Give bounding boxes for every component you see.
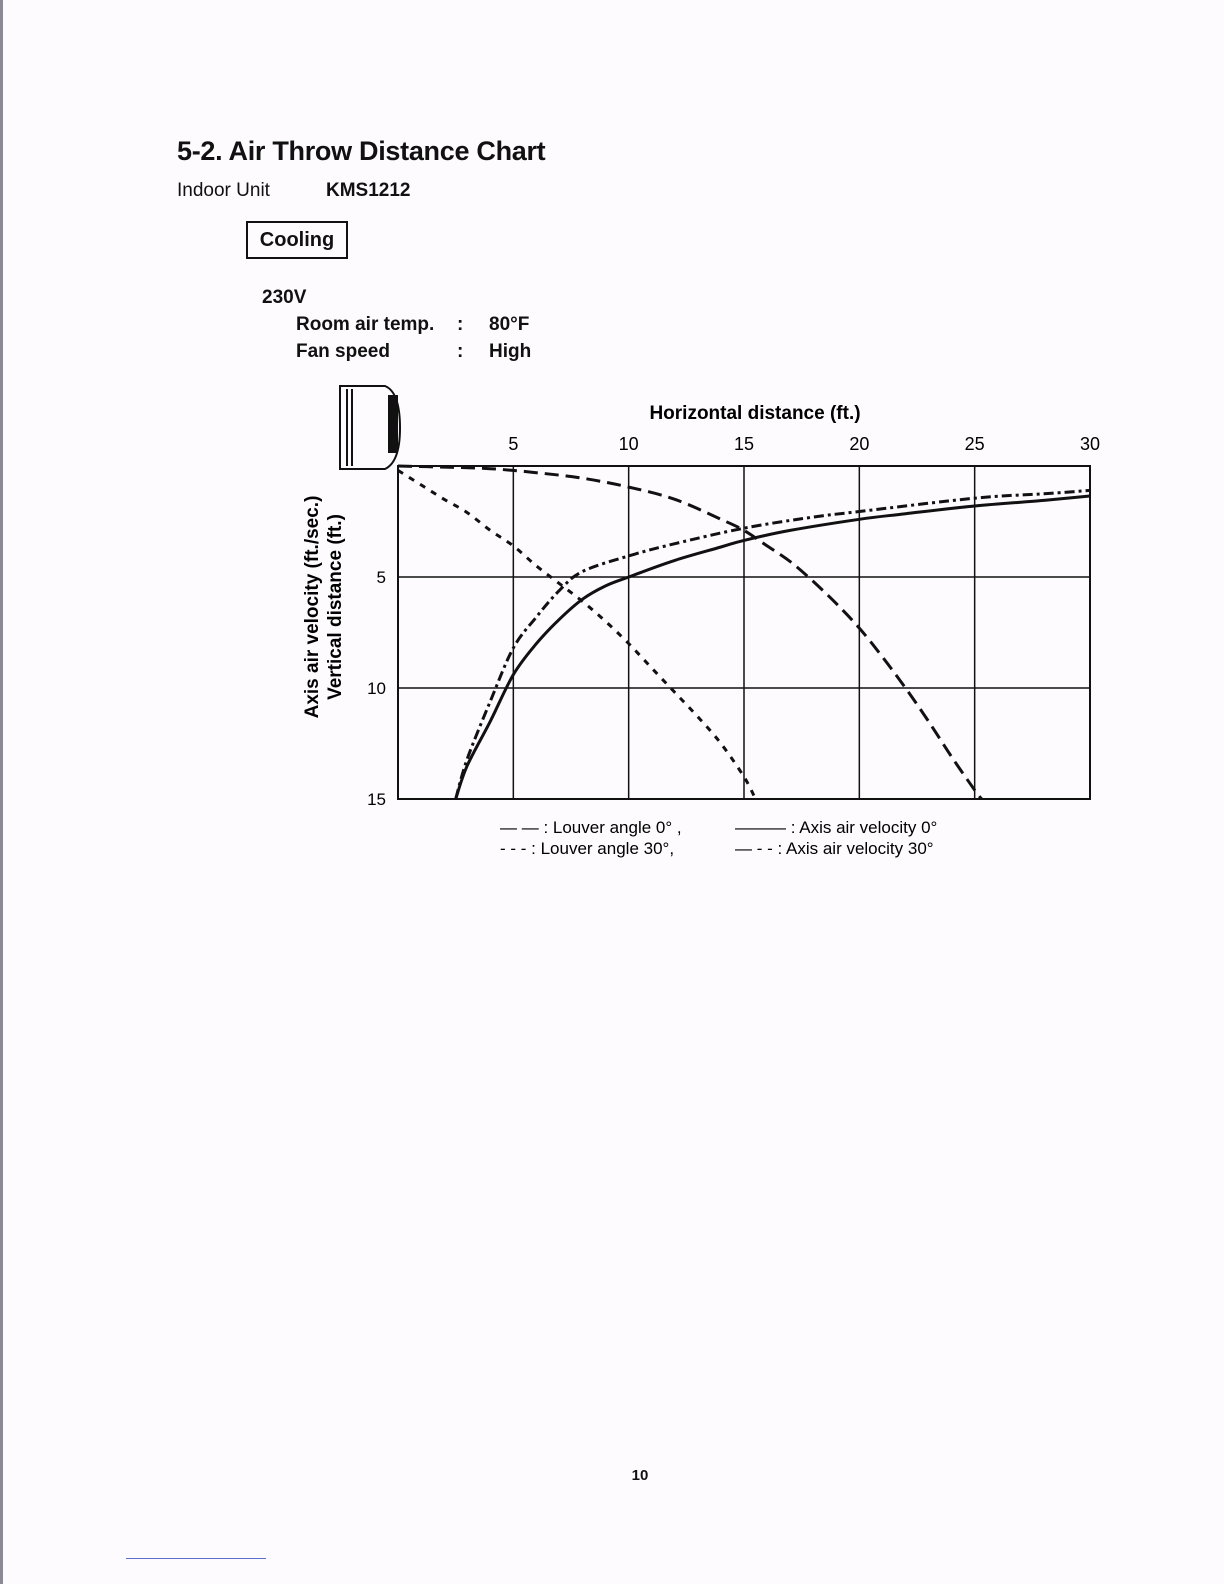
condition-value-room-temp: 80°F <box>489 314 530 335</box>
chart-ticks <box>367 434 1100 809</box>
chart-legend <box>500 818 937 858</box>
legend-entry: - - - : Louver angle 30°, <box>500 839 675 858</box>
footer-rule <box>126 1558 266 1559</box>
x-tick-label: 20 <box>849 434 870 454</box>
chart-grid <box>398 466 1090 799</box>
y-tick-label: 10 <box>367 679 386 698</box>
legend-entry: ——— : Axis air velocity 0° <box>735 818 938 837</box>
unit-model: KMS1212 <box>326 180 411 201</box>
x-tick-label: 15 <box>733 434 755 454</box>
condition-label-fan-speed: Fan speed <box>296 341 390 362</box>
indoor-unit-icon <box>340 386 400 469</box>
y-axis-title-inner: Vertical distance (ft.) <box>325 514 346 700</box>
x-tick-label: 10 <box>618 434 639 454</box>
condition-sep-room-temp: : <box>457 314 464 335</box>
page-title: 5-2. Air Throw Distance Chart <box>177 136 546 166</box>
y-tick-label: 15 <box>367 790 386 809</box>
x-tick-label: 30 <box>1079 434 1101 454</box>
y-axis-title-outer: Axis air velocity (ft./sec.) <box>302 495 323 719</box>
x-axis-title: Horizontal distance (ft.) <box>649 403 861 424</box>
series-louver-angle-30 <box>398 470 756 799</box>
series-axis-air-velocity-0 <box>456 496 1090 799</box>
condition-sep-fan-speed: : <box>457 341 464 362</box>
x-tick-label: 5 <box>508 434 519 454</box>
x-tick-label: 25 <box>964 434 985 454</box>
page-number: 10 <box>631 1467 649 1484</box>
indoor-unit-label: Indoor Unit <box>177 180 270 201</box>
legend-entry: — — : Louver angle 0° , <box>500 818 682 837</box>
legend-entry: — - - : Axis air velocity 30° <box>735 839 934 858</box>
condition-label-room-temp: Room air temp. <box>296 314 435 335</box>
mode-badge: Cooling <box>246 221 348 259</box>
series-axis-air-velocity-30 <box>456 490 1090 799</box>
y-tick-label: 5 <box>376 568 386 587</box>
voltage-label: 230V <box>262 287 307 308</box>
condition-value-fan-speed: High <box>489 341 532 362</box>
